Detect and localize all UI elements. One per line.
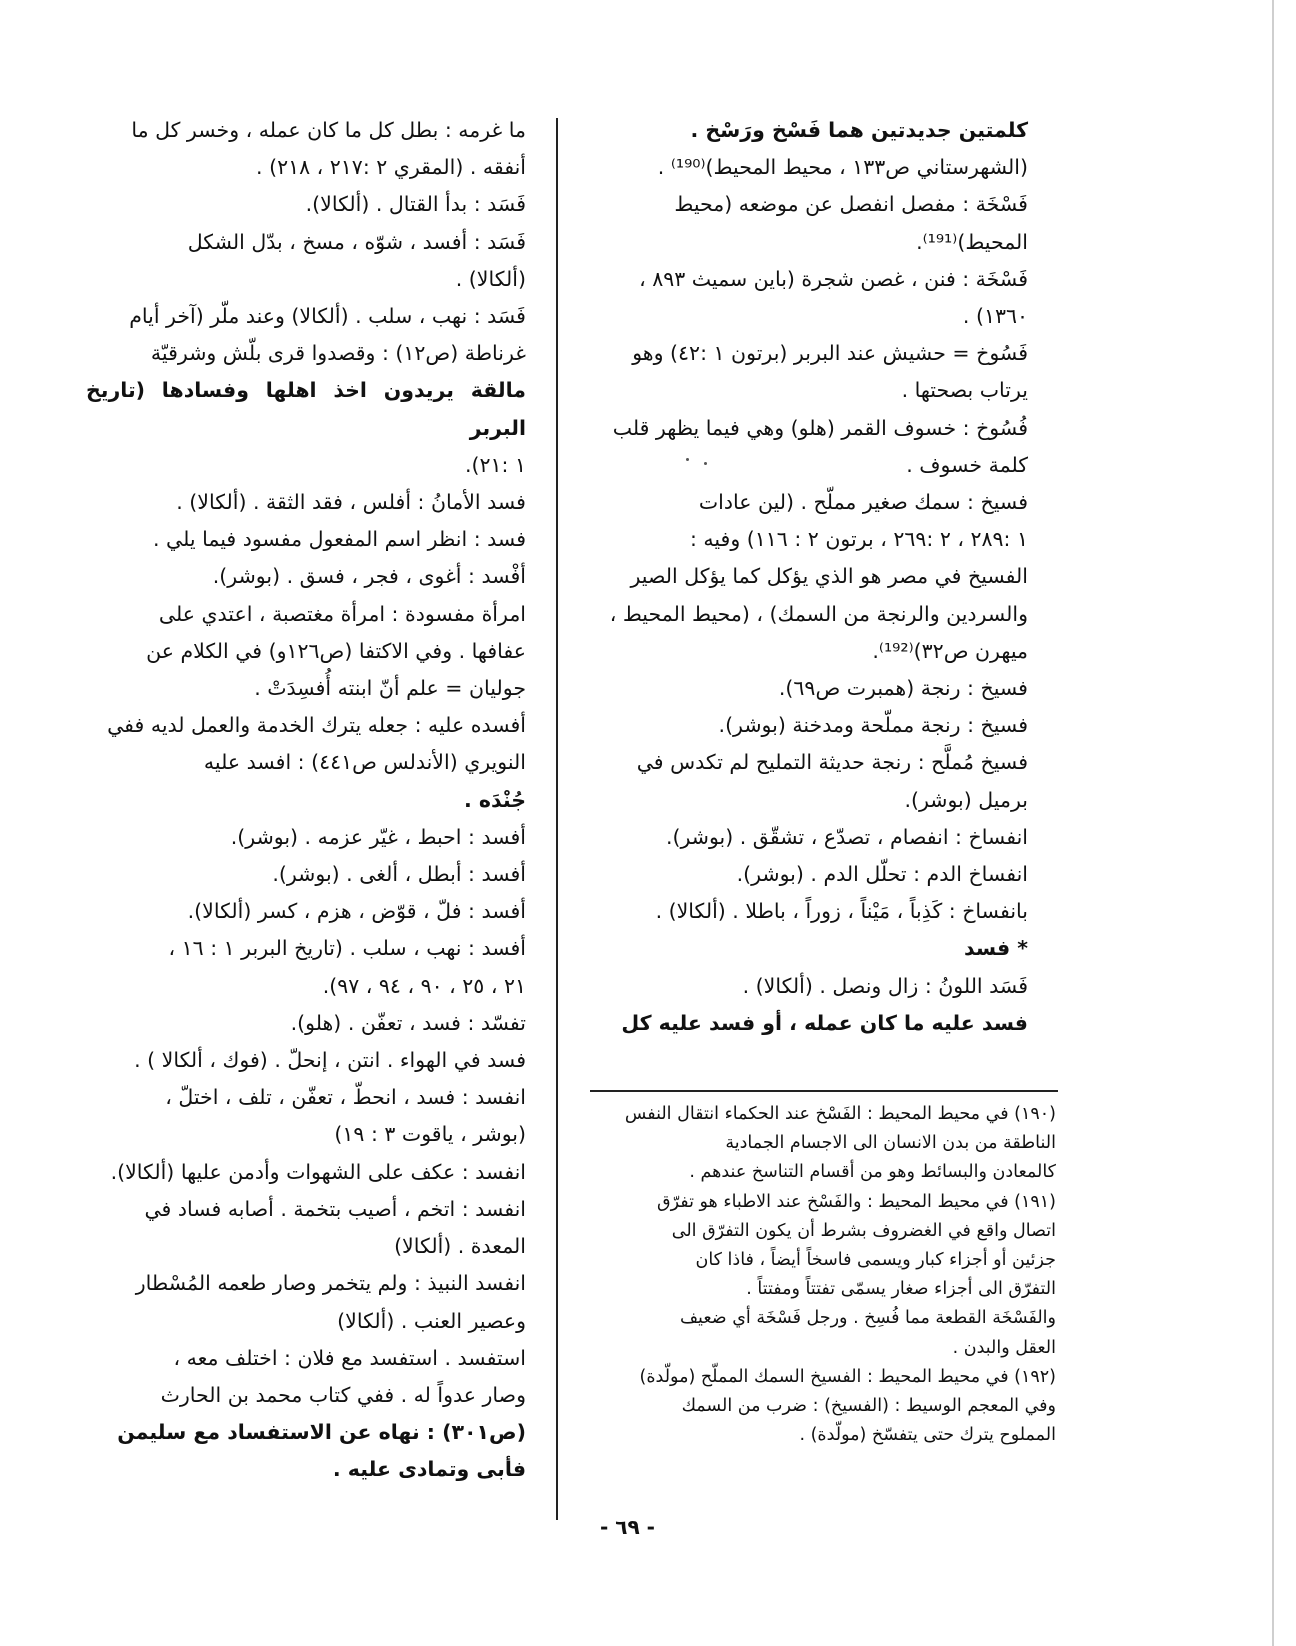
footnote-line: المملوح يترك حتى يتفسّخ (مولّدة) . (799, 1425, 1056, 1446)
entry-heading: * فسد (964, 936, 1028, 961)
text-line: فَسَد : أفسد ، شوّه ، مسخ ، بدّل الشكل (187, 229, 526, 254)
text-line: مالقة يريدون اخذ اهلها وفسادها (تاريخ البربر (86, 378, 526, 440)
page-number: - ٦٩ - (600, 1515, 655, 1539)
footnote-line: الناطقة من بدن الانسان الى الاجسام الجمادية (725, 1133, 1056, 1154)
text-line: المحيط)⁽¹⁹¹⁾. (916, 229, 1028, 254)
text-line: انفسد النبيذ : ولم يتخمر وصار طعمه المُسْطار (135, 1271, 526, 1296)
column-divider (556, 118, 558, 1520)
text-line: أفسد : فلّ ، قوّض ، هزم ، كسر (ألكالا). (187, 899, 526, 924)
footnotes (600, 1100, 1056, 1450)
text-line: أفسد : احبط ، غيّر عزمه . (بوشر). (230, 824, 526, 849)
text-line: المعدة . (ألكالا) (394, 1234, 526, 1259)
text-line: فسد عليه ما كان عمله ، أو فسد عليه كل (621, 1010, 1028, 1035)
text-line: تفسّد : فسد ، تعفّن . (هلو). (290, 1010, 526, 1035)
text-line: فَسْخَة : فنن ، غصن شجرة (باين سميث ٨٩٣ ، (639, 266, 1028, 291)
text-line: انفساخ : انفصام ، تصدّع ، تشقّق . (بوشر). (665, 824, 1028, 849)
text-line: وعصير العنب . (ألكالا) (337, 1308, 526, 1333)
text-line: الفسيخ في مصر هو الذي يؤكل كما يؤكل الصير (630, 564, 1028, 589)
footnote-line: (١٩١) في محيط المحيط : والفَسْخ عند الاطباء هو تفرّق (657, 1191, 1056, 1212)
text-line: فَسَد : نهب ، سلب . (ألكالا) وعند ملّر (آخر أيام (129, 304, 526, 329)
text-line: والسردين والرنجة من السمك) ، (محيط المحيط ، (609, 601, 1028, 626)
text-line: (بوشر ، ياقوت ٣ : ١٩) (334, 1122, 526, 1147)
text-line: استفسد . استفسد مع فلان : اختلف معه ، (173, 1345, 526, 1370)
footnote-line: وفي المعجم الوسيط : (الفسيخ) : ضرب من السمك (681, 1396, 1056, 1417)
text-line: ٢١ ، ٢٥ ، ٩٠ ، ٩٤ ، ٩٧). (322, 973, 526, 998)
right-column (598, 112, 1028, 1042)
text-line: فُسُوخ : خسوف القمر (هلو) وهي فيما يظهر قلب (612, 415, 1028, 440)
text-line: انفسد : عكف على الشهوات وأدمن عليها (ألكالا). (110, 1159, 526, 1184)
text-line: انفساخ الدم : تحلّل الدم . (بوشر). (736, 862, 1028, 887)
text-line: ما غرمه : بطل كل ما كان عمله ، وخسر كل ما (131, 118, 526, 142)
text-line: فسيخ : رنجة مملّحة ومدخنة (بوشر). (718, 713, 1028, 738)
text-line: ١ :٢١). (465, 452, 526, 477)
text-line: انفسد : اتخم ، أصيب بتخمة . أصابه فساد في (144, 1196, 526, 1221)
text-line: يرتاب بصحتها . (901, 378, 1028, 403)
text-line: فسيخ : رنجة (همبرت ص٦٩). (778, 676, 1028, 701)
footnote-line: جزئين أو أجزاء كبار ويسمى فاسخاً أيضاً ، فاذا كان (695, 1250, 1056, 1271)
left-column (86, 112, 526, 1489)
text-line: برميل (بوشر). (904, 787, 1028, 812)
text-line: فَسَد اللونُ : زال ونصل . (ألكالا) . (742, 973, 1028, 998)
footnote-line: والفَسْخَة القطعة مما فُسِخ . ورجل فَسْخَة أي ضعيف (679, 1308, 1056, 1329)
text-line: فسد الأمانُ : أفلس ، فقد الثقة . (ألكالا) . (176, 490, 526, 515)
text-line: امرأة مفسودة : امرأة مغتصبة ، اعتدي على (158, 601, 526, 626)
footnote-line: (١٩٢) في محيط المحيط : الفسيخ السمك المملّح (مولّدة) (639, 1366, 1056, 1387)
text-line: أفسده عليه : جعله يترك الخدمة والعمل لديه ففي (107, 713, 526, 738)
text-line: وصار عدواً له . ففي كتاب محمد بن الحارث (160, 1382, 526, 1407)
text-line: فسد : انظر اسم المفعول مفسود فيما يلي . (152, 527, 526, 552)
page-edge-line (1272, 0, 1274, 1646)
text-line: فَسُوخ = حشيش عند البربر (برتون ١ :٤٢) وهو (632, 341, 1028, 366)
text-line: فَسْخَة : مفصل انفصل عن موضعه (محيط (674, 192, 1028, 217)
footnote-line: اتصال واقع في الغضروف بشرط أن يكون التفرّق الى (671, 1220, 1056, 1241)
text-line: كلمتين جديدتين هما فَسْخ ورَسْخ . (690, 118, 1028, 142)
text-line: عفافها . وفي الاكتفا (ص١٢٦و) في الكلام عن (146, 638, 526, 663)
text-line: فسيخ : سمك صغير مملّح . (لين عادات (698, 490, 1028, 515)
text-line: النويري (الأندلس ص٤٤١) : افسد عليه (203, 750, 526, 775)
text-line: (الشهرستاني ص١٣٣ ، محيط المحيط)⁽¹⁹⁰⁾ . (657, 155, 1028, 180)
text-line: غرناطة (ص١٢) : وقصدوا قرى بلّش وشرقيّة (150, 341, 526, 366)
text-line: فأبى وتمادى عليه . (332, 1457, 526, 1482)
text-line: ميهرن ص٣٢)⁽¹⁹²⁾. (872, 638, 1028, 663)
text-line: فسد في الهواء . انتن ، إنحلّ . (فوك ، ألكالا ) . (134, 1048, 526, 1073)
text-line: فَسَد : بدأ القتال . (ألكالا). (305, 192, 526, 217)
footnote-line: (١٩٠) في محيط المحيط : الفَسْخ عند الحكماء انتقال النفس (624, 1104, 1056, 1124)
text-line: بانفساخ : كَذِباً ، مَيْناً ، زوراً ، باطلا . (ألكالا) . (655, 899, 1028, 924)
text-line: ١ :٢٨٩ ، ٢ :٢٦٩ ، برتون ٢ : ١١٦) وفيه : (689, 527, 1028, 552)
text-line: أفسد : نهب ، سلب . (تاريخ البربر ١ : ١٦ ، (168, 936, 526, 961)
text-line: انفسد : فسد ، انحطّ ، تعفّن ، تلف ، اختلّ ، (165, 1085, 526, 1110)
text-line: (ألكالا) . (455, 266, 526, 291)
text-line: كلمة خسوف . (906, 452, 1028, 477)
text-line: فسيخ مُملَّح : رنجة حديثة التمليح لم تكدس في (636, 750, 1028, 775)
footnote-line: العقل والبدن . (952, 1337, 1056, 1358)
footnote-line: التفرّق الى أجزاء صغار يسمّى تفتتاً ومفتتاً . (746, 1279, 1056, 1300)
text-line: أفْسد : أغوى ، فجر ، فسق . (بوشر). (212, 564, 526, 589)
footnote-divider (590, 1090, 1058, 1092)
text-line: جُنْدَه . (463, 787, 526, 812)
text-line: جوليان = علم أنّ ابنته أُفسِدَتْ . (254, 676, 526, 701)
text-line: ١٣٦٠) . (962, 304, 1028, 329)
text-line: أنفقه . (المقري ٢ :٢١٧ ، ٢١٨) . (256, 155, 526, 180)
text-line: (ص٣٠١) : نهاه عن الاستفساد مع سليمن (117, 1420, 526, 1445)
text-line: أفسد : أبطل ، ألغى . (بوشر). (272, 862, 526, 887)
footnote-line: كالمعادن والبسائط وهو من أقسام التناسخ عندهم . (689, 1162, 1056, 1183)
